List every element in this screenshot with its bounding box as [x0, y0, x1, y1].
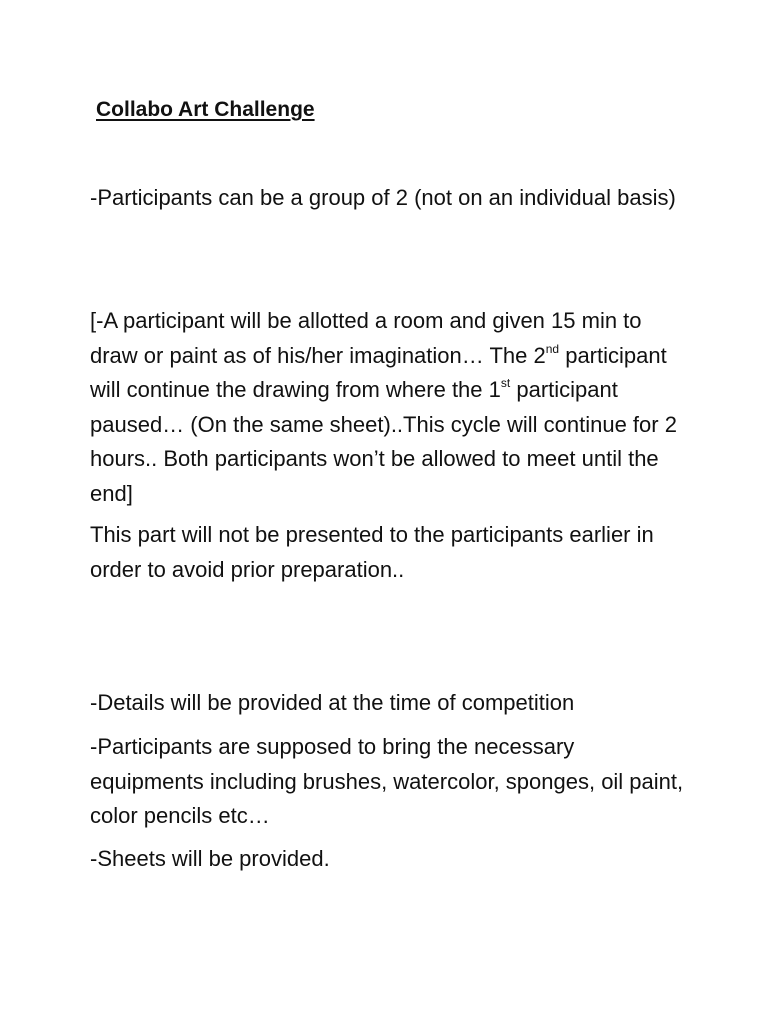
paragraph-sheets: -Sheets will be provided.	[90, 846, 330, 871]
paragraph-note: This part will not be presented to the participants earlier in order to avoid prior preparation..	[90, 522, 654, 582]
paragraph-group-size: -Participants can be a group of 2 (not on an individual basis)	[90, 185, 676, 210]
paragraph-equipment: -Participants are supposed to bring the necessary equipments including brushes, watercolor, sponges, oil paint, color pencils etc…	[90, 734, 684, 828]
paragraph-rules	[90, 304, 690, 511]
rules-text-part-3: participant paused… (On the same sheet)..This cycle will continue for 2 hours.. Both participants won’t be allowed to meet until the end]	[90, 377, 677, 506]
paragraph-details: -Details will be provided at the time of competition	[90, 690, 575, 715]
ordinal-superscript-st: st	[500, 376, 511, 390]
ordinal-superscript-nd: nd	[545, 341, 560, 356]
document-title: Collabo Art Challenge	[96, 98, 315, 121]
rules-text-part-1: [-A participant will be allotted a room and given 15 min to draw or paint as of his/her imagination… The 2	[90, 308, 642, 368]
rules-text-part-2: participant will continue the drawing from where the 1	[90, 342, 667, 402]
